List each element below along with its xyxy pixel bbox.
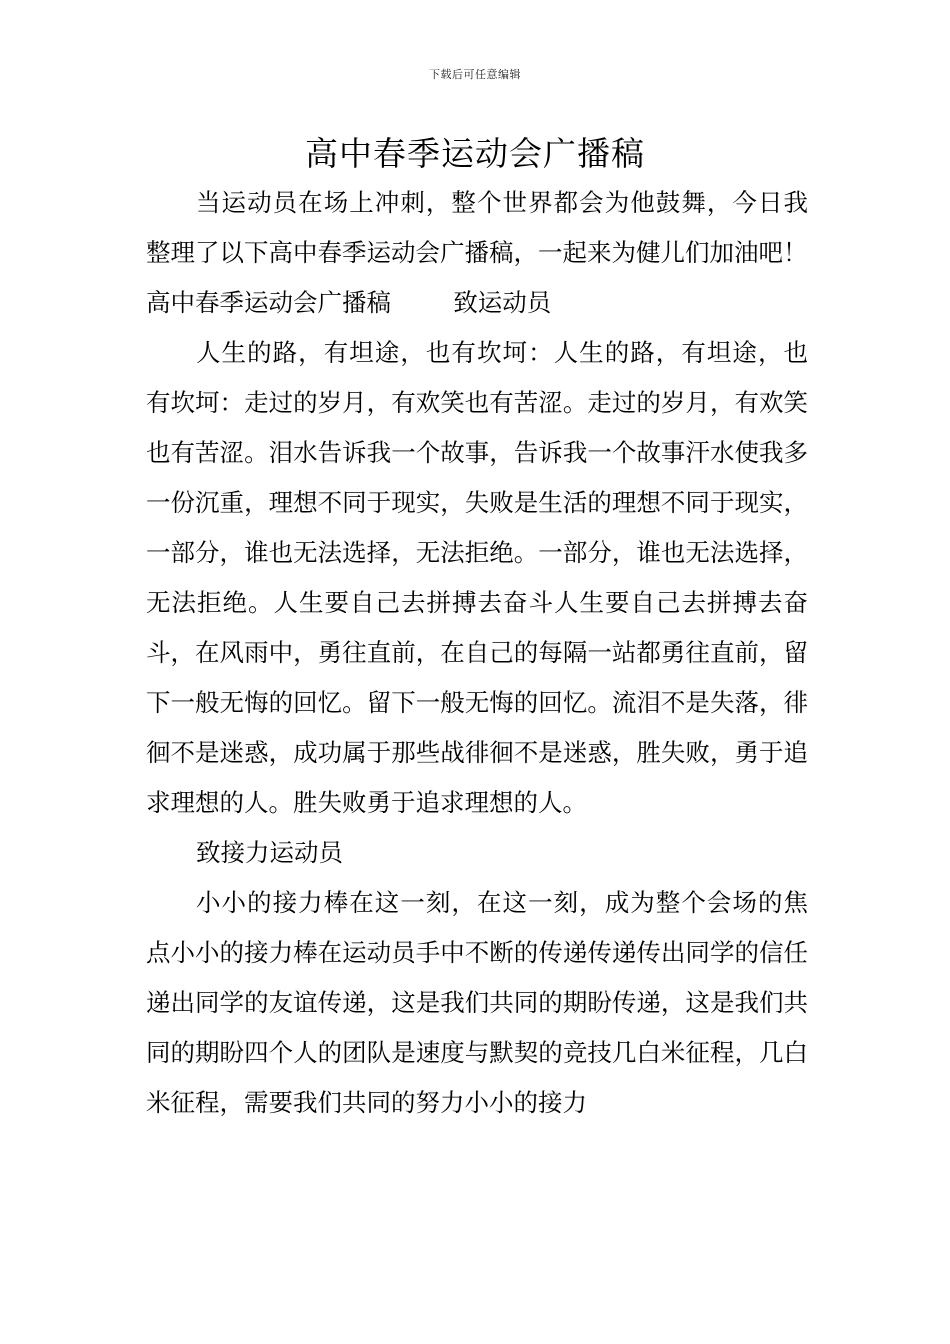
relay-heading: 致接力运动员 (196, 838, 343, 867)
section-subheading: 致运动员 (453, 288, 552, 317)
section-heading-line (146, 278, 808, 328)
page-title: 高中春季运动会广播稿 (305, 134, 645, 173)
athletes-paragraph: 人生的路，有坦途，也有坎坷：人生的路，有坦途，也有坎坷：走过的岁月，有欢笑也有苦涩。走过的岁月，有欢笑也有苦涩。泪水告诉我一个故事，告诉我一个故事汗水使我多一份沉重，理想不同于现实，失败是生活的理想不同于现实，一部分，谁也无法选择，无法拒绝。一部分，谁也无法选择，无法拒绝。人生要自己去拼搏去奋斗人生要自己去拼搏去奋斗，在风雨中，勇往直前，在自己的每隔一站都勇往直前，留下一般无悔的回忆。留下一般无悔的回忆。流泪不是失落，徘徊不是迷惑，成功属于那些战徘徊不是迷惑，胜失败，勇于追求理想的人。胜失败勇于追求理想的人。 (146, 338, 808, 817)
intro-paragraph: 当运动员在场上冲刺，整个世界都会为他鼓舞，今日我整理了以下高中春季运动会广播稿，一起来为健儿们加油吧！ (146, 188, 808, 267)
document-body (146, 178, 808, 1128)
header-note: 下载后可任意编辑 (429, 68, 521, 81)
section-heading: 高中春季运动会广播稿 (146, 288, 391, 317)
relay-paragraph: 小小的接力棒在这一刻，在这一刻，成为整个会场的焦点小小的接力棒在运动员手中不断的传递传递传出同学的信任递出同学的友谊传递，这是我们共同的期盼传递，这是我们共同的期盼四个人的团队是速度与默契的竞技几白米征程，几白米征程，需要我们共同的努力小小的接力 (146, 888, 808, 1117)
heading-spacer (391, 288, 453, 317)
